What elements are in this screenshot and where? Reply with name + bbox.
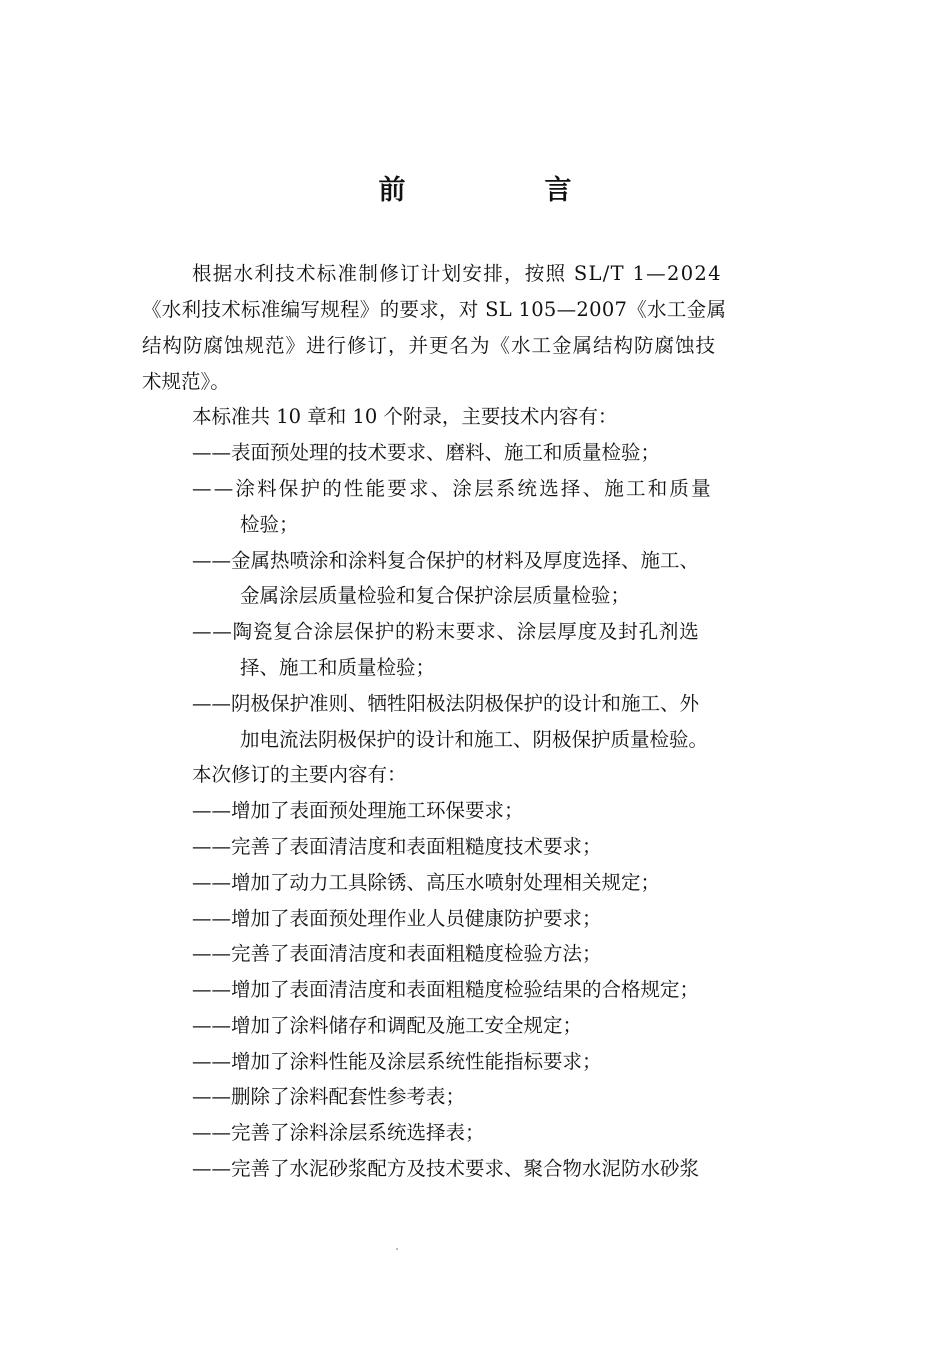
- list-item-continuation: 检验；: [240, 513, 299, 536]
- text-line: 《水利技术标准编写规程》的要求，对 SL 105—2007《水工金属: [142, 298, 727, 321]
- page-speck: [396, 1248, 398, 1250]
- list-item: ——金属热喷涂和涂料复合保护的材料及厚度选择、施工、: [192, 549, 700, 572]
- page-title: 前 言: [378, 175, 628, 206]
- list-item: ——阴极保护准则、牺牲阳极法阴极保护的设计和施工、外: [192, 692, 700, 715]
- list-item: ——增加了表面预处理施工环保要求；: [192, 799, 524, 822]
- list-item: ——完善了水泥砂浆配方及技术要求、聚合物水泥防水砂浆: [192, 1157, 700, 1180]
- list-item: ——增加了表面预处理作业人员健康防护要求；: [192, 907, 602, 930]
- list-item: ——增加了涂料性能及涂层系统性能指标要求；: [192, 1050, 602, 1073]
- text-line: 本标准共 10 章和 10 个附录，主要技术内容有：: [192, 405, 618, 428]
- list-item: ——完善了表面清洁度和表面粗糙度技术要求；: [192, 835, 602, 858]
- list-item: ——增加了涂料储存和调配及施工安全规定；: [192, 1014, 583, 1037]
- text-line: 根据水利技术标准制修订计划安排，按照 SL/T 1—2024: [192, 262, 722, 285]
- text-line: 结构防腐蚀规范》进行修订，并更名为《水工金属结构防腐蚀技: [142, 334, 717, 357]
- list-item-continuation: 金属涂层质量检验和复合保护涂层质量检验；: [240, 584, 631, 607]
- list-item: ——增加了动力工具除锈、高压水喷射处理相关规定；: [192, 871, 661, 894]
- list-item: ——涂料保护的性能要求、涂层系统选择、施工和质量: [192, 477, 713, 500]
- list-item: ——完善了表面清洁度和表面粗糙度检验方法；: [192, 942, 602, 965]
- list-item: ——陶瓷复合涂层保护的粉末要求、涂层厚度及封孔剂选: [192, 620, 700, 643]
- text-line: 术规范》。: [142, 370, 230, 393]
- list-item-continuation: 加电流法阴极保护的设计和施工、阴极保护质量检验。: [240, 728, 709, 751]
- list-item: ——增加了表面清洁度和表面粗糙度检验结果的合格规定；: [192, 978, 700, 1001]
- list-item-continuation: 择、施工和质量检验；: [240, 656, 436, 679]
- list-item: ——表面预处理的技术要求、磨料、施工和质量检验；: [192, 441, 661, 464]
- text-line: 本次修订的主要内容有：: [192, 763, 407, 786]
- list-item: ——完善了涂料涂层系统选择表；: [192, 1121, 485, 1144]
- list-item: ——删除了涂料配套性参考表；: [192, 1085, 466, 1108]
